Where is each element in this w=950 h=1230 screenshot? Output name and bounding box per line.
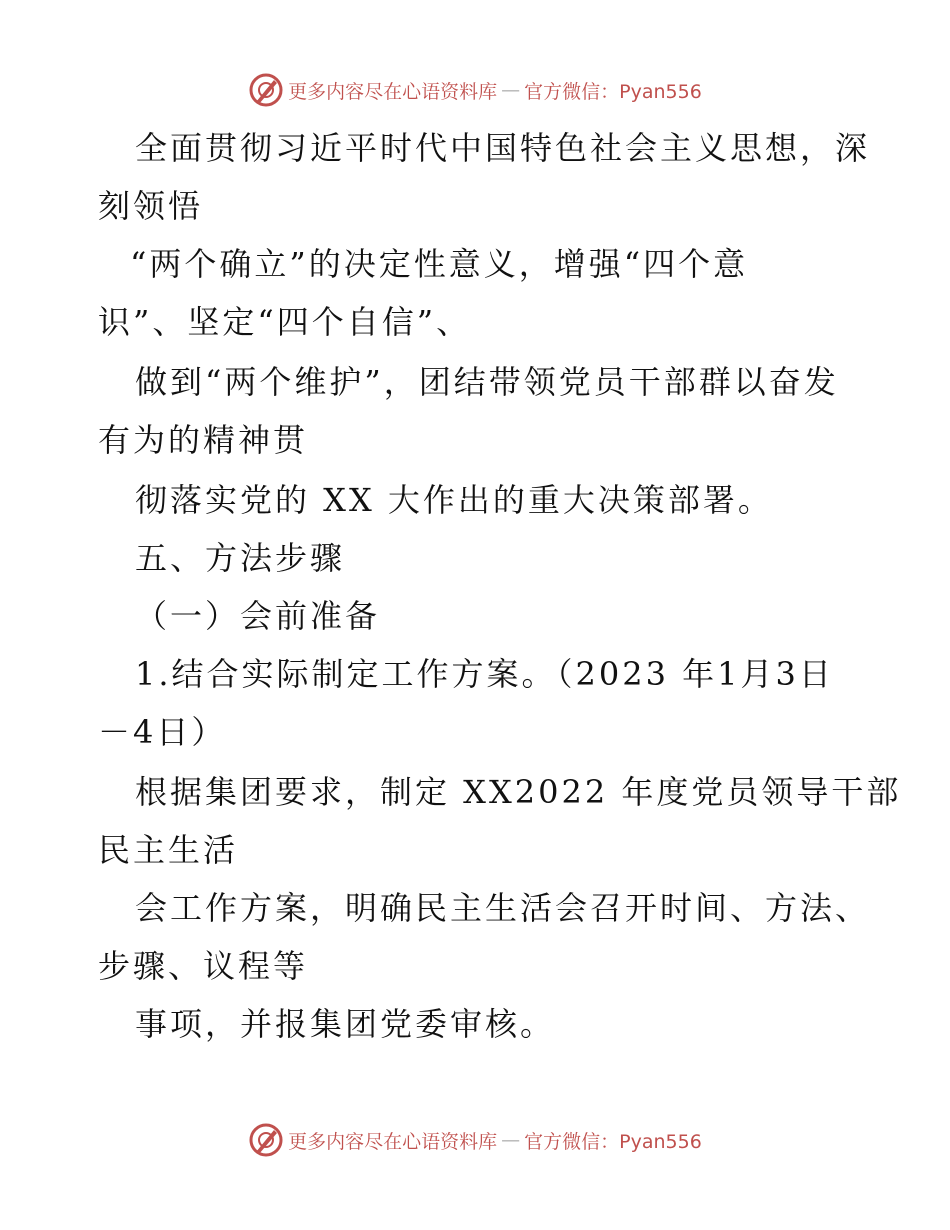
pen-logo-icon <box>248 1122 284 1158</box>
text-line: “两个确立”的决定性意义，增强“四个意 <box>130 245 749 283</box>
text-line: 步骤、议程等 <box>98 947 309 985</box>
watermark-wechat: 官方微信：Pyan556 <box>524 1130 702 1153</box>
text-line: －4日） <box>98 713 227 751</box>
watermark-wechat: 官方微信：Pyan556 <box>524 80 702 103</box>
text-line: 识”、坚定“四个自信”、 <box>98 303 472 341</box>
watermark-separator: — <box>501 79 521 101</box>
text-line: 1.结合实际制定工作方案。（2023 年1月3日 <box>135 655 834 693</box>
subsection-heading: （一）会前准备 <box>135 597 381 635</box>
text-line: 根据集团要求，制定 XX2022 年度党员领导干部 <box>135 773 902 811</box>
text-line: 做到“两个维护”，团结带领党员干部群以奋发 <box>135 363 839 401</box>
section-heading: 五、方法步骤 <box>135 539 346 577</box>
text-line: 彻落实党的 XX 大作出的重大决策部署。 <box>135 481 773 519</box>
text-line: 全面贯彻习近平时代中国特色社会主义思想，深 <box>135 129 871 167</box>
watermark-separator: — <box>501 1129 521 1151</box>
text-line: 刻领悟 <box>98 187 204 225</box>
watermark-text: 更多内容尽在心语资料库 <box>288 1130 498 1153</box>
text-line: 事项，并报集团党委审核。 <box>135 1005 556 1043</box>
pen-logo-icon <box>248 72 284 108</box>
watermark-footer <box>0 1120 950 1160</box>
text-line: 会工作方案，明确民主生活会召开时间、方法、 <box>135 889 871 927</box>
watermark-header <box>0 70 950 110</box>
text-line: 有为的精神贯 <box>98 421 309 459</box>
text-line: 民主生活 <box>98 831 239 869</box>
watermark-text: 更多内容尽在心语资料库 <box>288 80 498 103</box>
